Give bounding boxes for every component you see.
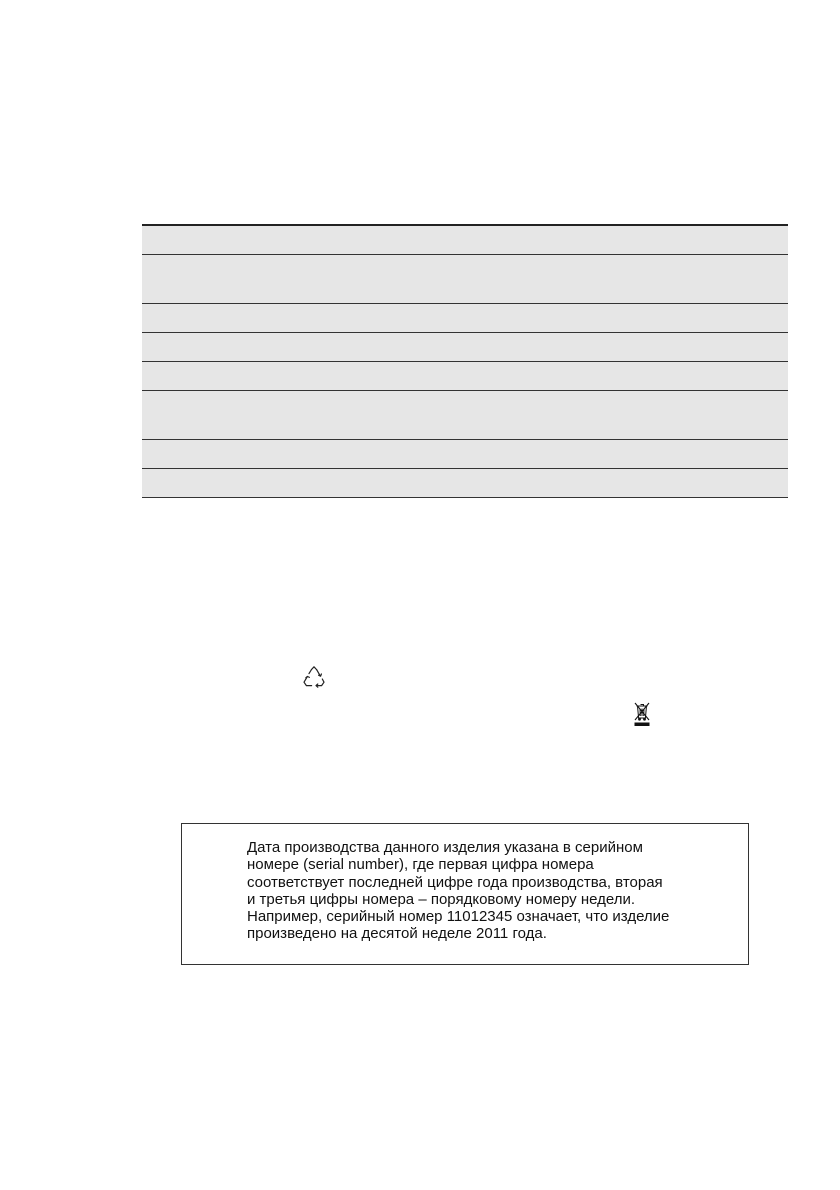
- table-row: [142, 391, 788, 440]
- table-row: [142, 304, 788, 333]
- specification-table: [142, 224, 788, 498]
- table-row: [142, 440, 788, 469]
- crossed-out-bin-icon: [633, 701, 651, 727]
- table-row: [142, 469, 788, 498]
- notice-line: произведено на десятой неделе 2011 года.: [247, 925, 547, 943]
- notice-text: [247, 839, 737, 943]
- notice-line: номере (serial number), где первая цифра номера: [247, 856, 594, 874]
- table-row: [142, 226, 788, 255]
- notice-line: Дата производства данного изделия указана в серийном: [247, 839, 643, 856]
- production-date-notice: [181, 823, 749, 965]
- notice-line: соответствует последней цифре года производства, вторая: [247, 873, 663, 891]
- table-row: [142, 333, 788, 362]
- table-row: [142, 362, 788, 391]
- table-row: [142, 255, 788, 304]
- recycle-icon: [302, 665, 326, 689]
- notice-line: и третья цифры номера – порядковому номеру недели.: [247, 890, 636, 908]
- notice-line: Например, серийный номер 11012345 означает, что изделие: [247, 908, 670, 926]
